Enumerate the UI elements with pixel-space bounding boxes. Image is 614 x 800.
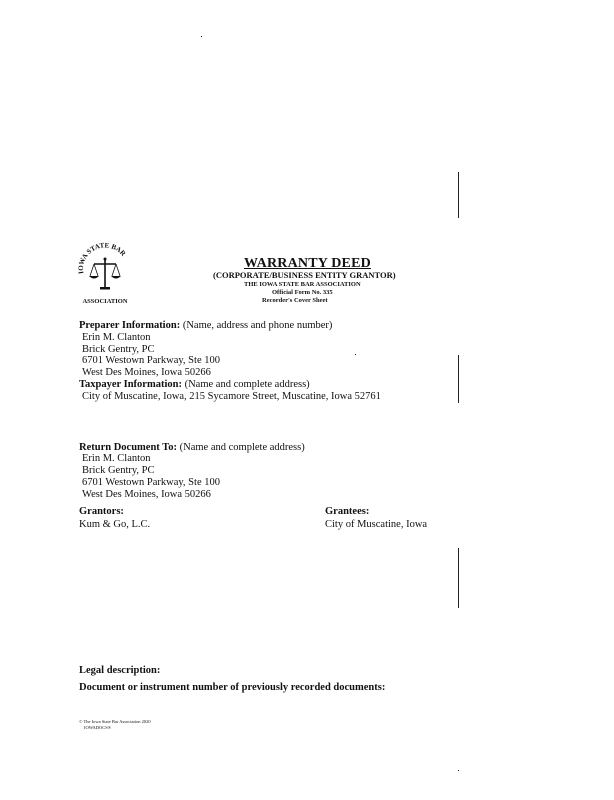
preparer-line: West Des Moines, Iowa 50266 — [82, 367, 211, 378]
preparer-heading — [79, 320, 332, 333]
legal-description-label: Legal description: — [79, 665, 161, 676]
grantees-label: Grantees: — [325, 506, 370, 517]
preparer-label: Preparer Information: — [79, 320, 181, 331]
scan-speck — [355, 354, 356, 355]
return-line: 6701 Westown Parkway, Ste 100 — [82, 477, 220, 488]
document-title: WARRANTY DEED — [244, 256, 371, 271]
taxpayer-heading — [79, 379, 310, 392]
return-hint: (Name and complete address) — [179, 442, 305, 453]
scan-speck — [201, 36, 202, 37]
svg-text:ASSOCIATION: ASSOCIATION — [82, 298, 128, 305]
association-name: THE IOWA STATE BAR ASSOCIATION — [244, 281, 361, 288]
scan-speck — [458, 770, 459, 771]
return-line: Erin M. Clanton — [82, 453, 151, 464]
preparer-line: 6701 Westown Parkway, Ste 100 — [82, 355, 220, 366]
taxpayer-address: City of Muscatine, Iowa, 215 Sycamore Street, Muscatine, Iowa 52761 — [82, 391, 381, 402]
bar-association-seal-icon — [72, 240, 138, 306]
taxpayer-hint: (Name and complete address) — [184, 379, 310, 390]
grantors-value: Kum & Go, L.C. — [79, 519, 151, 530]
margin-mark — [458, 172, 459, 218]
preparer-hint: (Name, address and phone number) — [182, 320, 333, 331]
margin-mark — [458, 548, 459, 608]
svg-text:IOWA STATE BAR: IOWA STATE BAR — [76, 241, 128, 275]
footer-code: IOWADOCS® — [84, 725, 112, 730]
grantees-value: City of Muscatine, Iowa — [325, 519, 428, 530]
footer-copyright: © The Iowa State Bar Association 2020 — [79, 719, 151, 724]
return-label: Return Document To: — [79, 442, 178, 453]
prior-documents-label: Document or instrument number of previously recorded documents: — [79, 682, 386, 693]
return-line: Brick Gentry, PC — [82, 465, 155, 476]
form-number: Official Form No. 335 — [272, 289, 333, 296]
return-line: West Des Moines, Iowa 50266 — [82, 489, 211, 500]
cover-sheet-label: Recorder's Cover Sheet — [262, 297, 328, 304]
preparer-line: Brick Gentry, PC — [82, 344, 155, 355]
grantors-label: Grantors: — [79, 506, 124, 517]
taxpayer-label: Taxpayer Information: — [79, 379, 182, 390]
document-subtitle: (CORPORATE/BUSINESS ENTITY GRANTOR) — [213, 270, 396, 280]
margin-mark — [458, 355, 459, 403]
preparer-line: Erin M. Clanton — [82, 332, 151, 343]
